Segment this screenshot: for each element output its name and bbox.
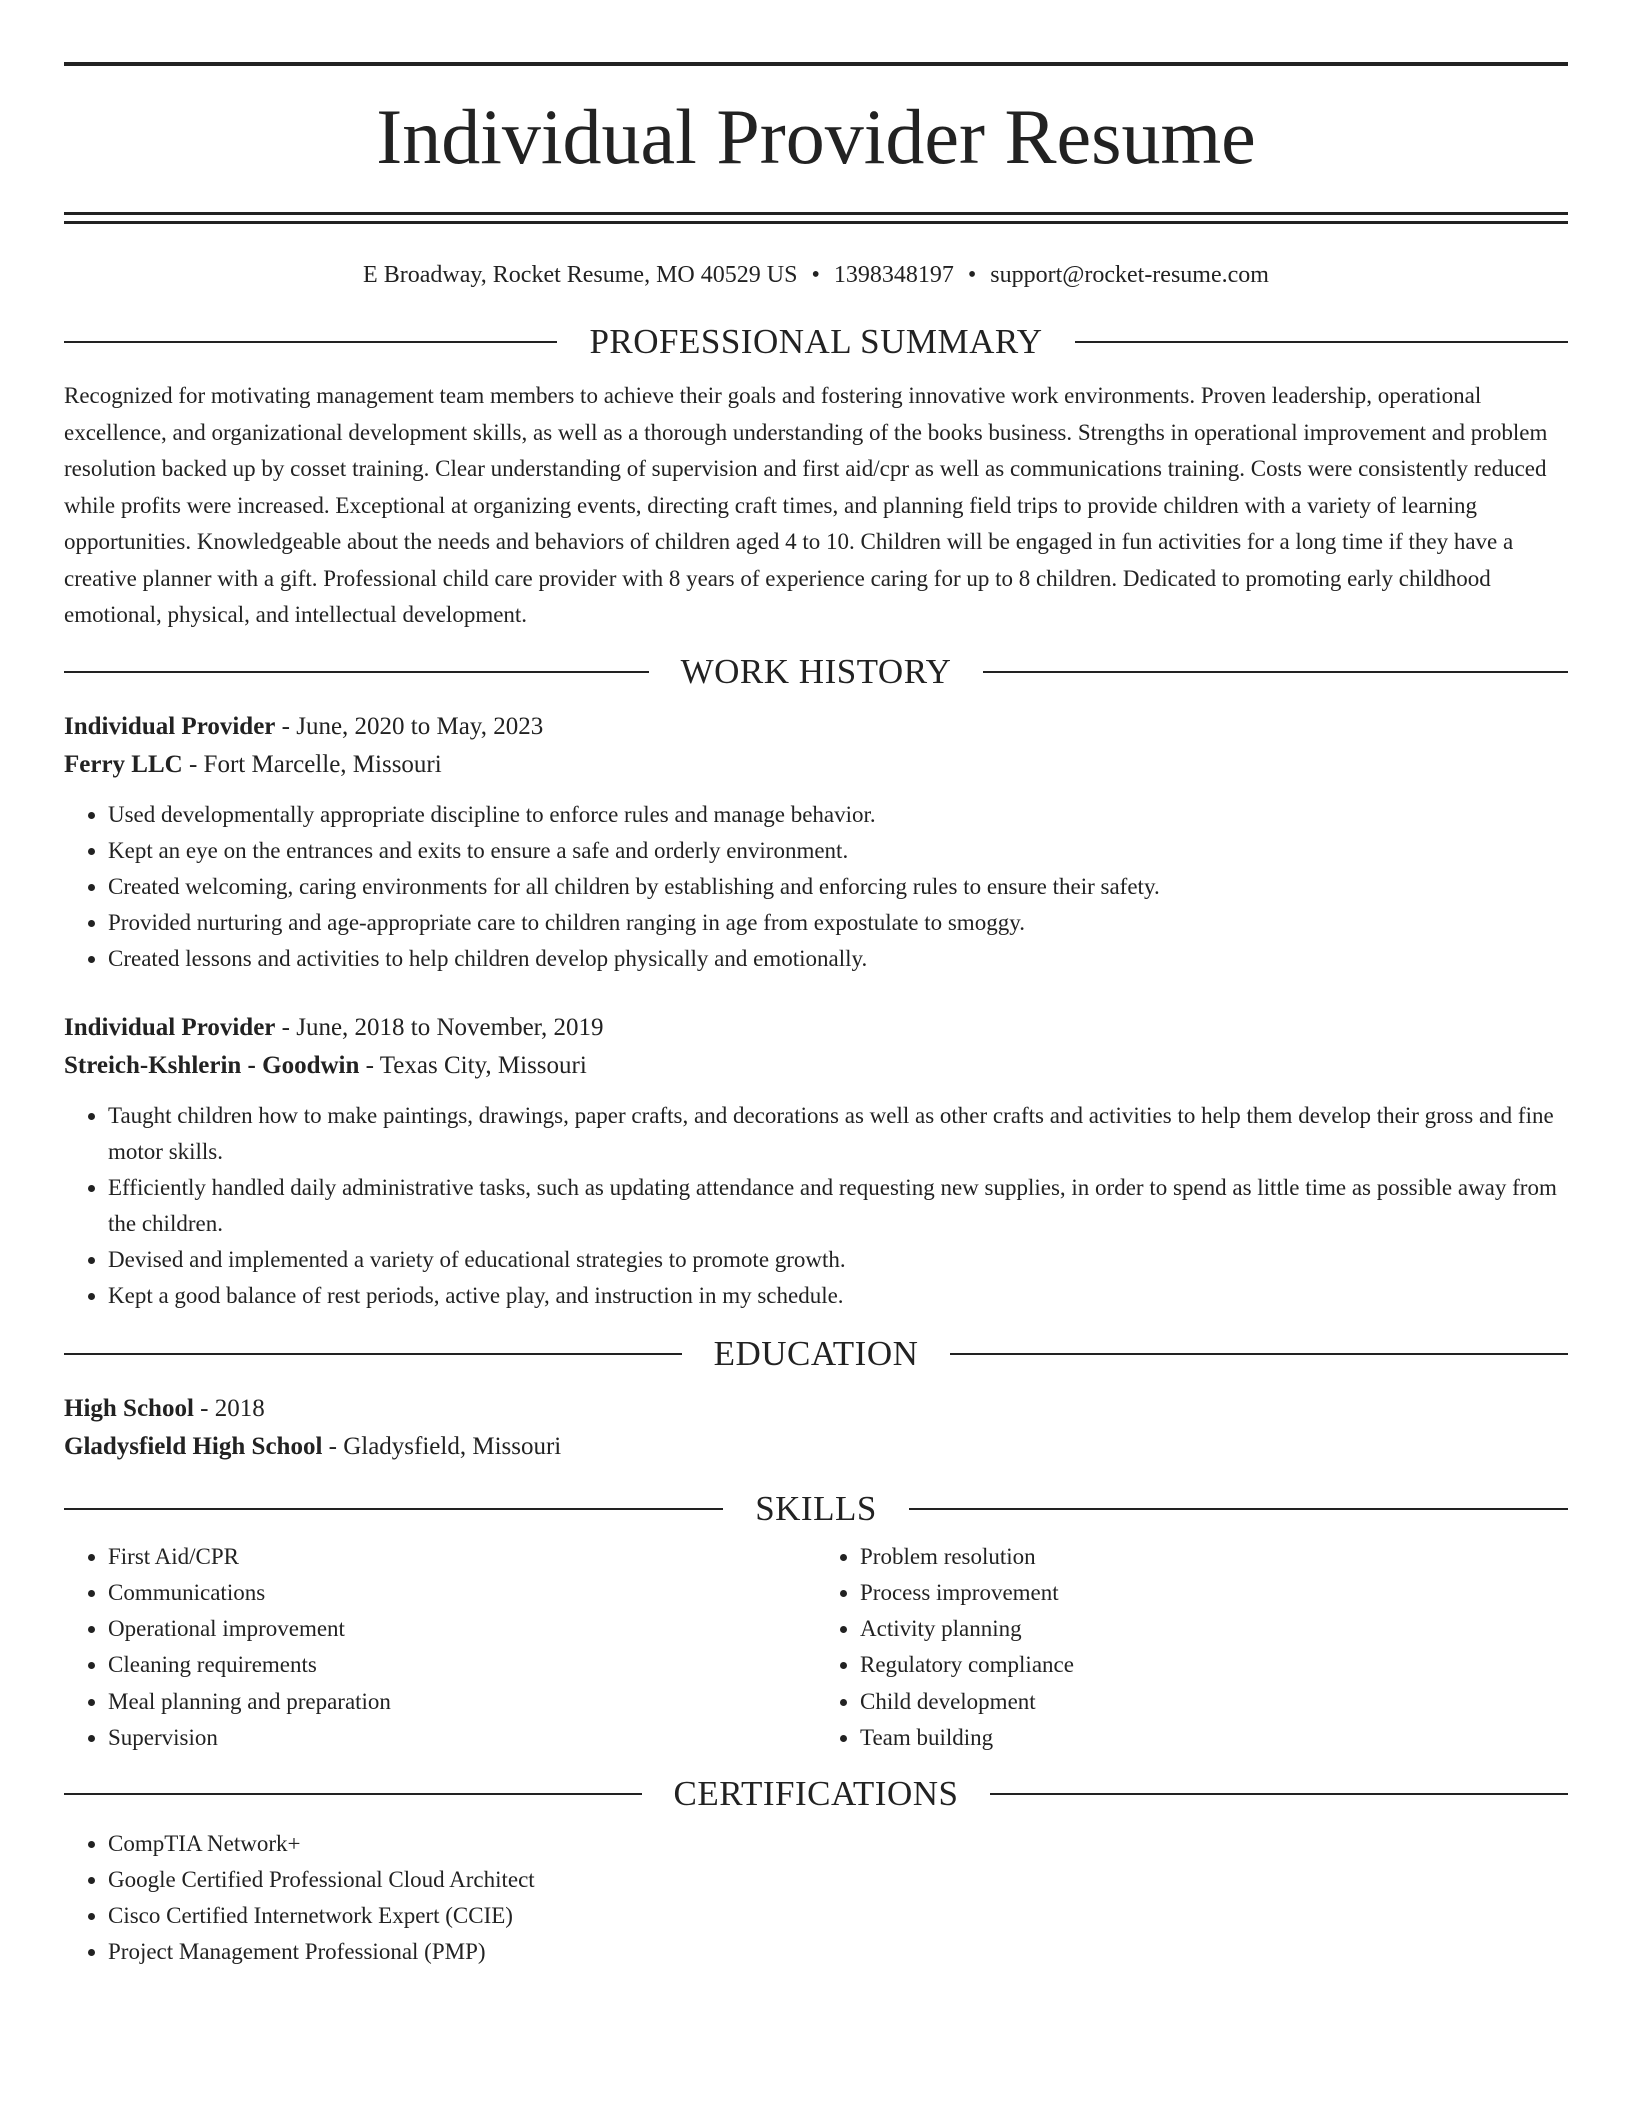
- contact-line: [64, 262, 1568, 294]
- list-item: • Kept a good balance of rest periods, active play, and instruction in my schedule.: [108, 1278, 1568, 1314]
- section-header-work-history: [64, 652, 1568, 692]
- contact-address: E Broadway, Rocket Resume, MO 40529 US: [363, 262, 798, 288]
- skill-item: • Meal planning and preparation: [108, 1684, 816, 1720]
- job-company: Ferry LLC: [64, 751, 183, 778]
- skill-item: • Cleaning requirements: [108, 1647, 816, 1683]
- contact-email: support@rocket-resume.com: [990, 262, 1269, 288]
- skill-item: • Regulatory compliance: [860, 1647, 1568, 1683]
- list-item: • Taught children how to make paintings, drawings, paper crafts, and decorations as well as other crafts and activities to help them develop their gross and fine motor skills.: [108, 1098, 1568, 1170]
- section-header-education: [64, 1334, 1568, 1374]
- contact-separator: •: [811, 262, 820, 288]
- list-item: • Created lessons and activities to help children develop physically and emotionally.: [108, 941, 1568, 977]
- education-school: Gladysfield High School: [64, 1433, 323, 1460]
- list-item: • Provided nurturing and age-appropriate care to children ranging in age from expostulate to smoggy.: [108, 905, 1568, 941]
- section-header-skills: [64, 1489, 1568, 1529]
- skills-list-right: [816, 1539, 1568, 1757]
- certification-item: • Project Management Professional (PMP): [108, 1934, 1568, 1970]
- section-header-certifications: [64, 1774, 1568, 1814]
- skill-item: • Child development: [860, 1684, 1568, 1720]
- title-double-rule: [64, 212, 1568, 224]
- summary-paragraph: Recognized for motivating management team members to achieve their goals and fostering innovative work environments. Proven leadership, operational excellence, and organizational development skills, as well as a thorough understanding of the books business. Strengths in operational improvement and problem resolution backed up by cosset training. Clear understanding of supervision and first aid/cpr as well as communications training. Costs were consistently reduced while profits were increased. Exceptional at organizing events, directing craft times, and planning field trips to provide children with a variety of learning opportunities. Knowledgeable about the needs and behaviors of children aged 4 to 10. Children will be engaged in fun activities for a long time if they have a creative planner with a gift. Professional child care provider with 8 years of experience caring for up to 8 children. Dedicated to promoting early childhood emotional, physical, and intellectual development.: [64, 383, 1548, 627]
- top-rule: [64, 62, 1568, 66]
- list-item: • Created welcoming, caring environments for all children by establishing and enforcing rules to ensure their safety.: [108, 869, 1568, 905]
- job-dates: - June, 2018 to November, 2019: [275, 1013, 604, 1041]
- job-entry: [64, 1009, 1568, 1314]
- education-degree: High School: [64, 1394, 194, 1422]
- section-title: WORK HISTORY: [680, 651, 952, 691]
- resume-title: Individual Provider Resume: [376, 93, 1256, 180]
- section-header-summary: [64, 322, 1568, 362]
- contact-phone: 1398348197: [833, 262, 954, 288]
- certification-item: • CompTIA Network+: [108, 1826, 1568, 1862]
- section-title: SKILLS: [755, 1488, 877, 1528]
- certification-item: • Google Certified Professional Cloud Architect: [108, 1862, 1568, 1898]
- skill-item: • Communications: [108, 1575, 816, 1611]
- job-bullets: [64, 797, 1568, 977]
- education-year: - 2018: [193, 1394, 265, 1422]
- job-company: Streich-Kshlerin - Goodwin: [64, 1052, 360, 1079]
- job-bullets: [64, 1098, 1568, 1314]
- skill-item: • Team building: [860, 1720, 1568, 1756]
- skills-list-left: [64, 1539, 816, 1757]
- education-location: - Gladysfield, Missouri: [322, 1433, 562, 1460]
- skills-columns: [64, 1539, 1568, 1757]
- job-entry: [64, 708, 1568, 977]
- section-title: EDUCATION: [713, 1333, 919, 1373]
- section-title: PROFESSIONAL SUMMARY: [589, 322, 1043, 361]
- job-title: Individual Provider: [64, 712, 276, 740]
- list-item: • Devised and implemented a variety of educational strategies to promote growth.: [108, 1242, 1568, 1278]
- skill-item: • Activity planning: [860, 1611, 1568, 1647]
- education-entry: [64, 1390, 1568, 1467]
- list-item: • Used developmentally appropriate discipline to enforce rules and manage behavior.: [108, 797, 1568, 833]
- skill-item: • Problem resolution: [860, 1539, 1568, 1575]
- skill-item: • First Aid/CPR: [108, 1539, 816, 1575]
- skill-item: • Operational improvement: [108, 1611, 816, 1647]
- certification-item: • Cisco Certified Internetwork Expert (CCIE): [108, 1898, 1568, 1934]
- job-location: - Texas City, Missouri: [359, 1052, 587, 1079]
- job-title: Individual Provider: [64, 1013, 276, 1041]
- resume-page: [64, 62, 1568, 1970]
- list-item: • Efficiently handled daily administrative tasks, such as updating attendance and requesting new supplies, in order to spend as little time as possible away from the children.: [108, 1170, 1568, 1242]
- section-title: CERTIFICATIONS: [673, 1774, 959, 1814]
- list-item: • Kept an eye on the entrances and exits to ensure a safe and orderly environment.: [108, 833, 1568, 869]
- certifications-list: [64, 1826, 1568, 1970]
- skill-item: • Process improvement: [860, 1575, 1568, 1611]
- job-location: - Fort Marcelle, Missouri: [182, 751, 442, 778]
- skill-item: • Supervision: [108, 1720, 816, 1756]
- contact-separator: •: [967, 262, 977, 288]
- job-dates: - June, 2020 to May, 2023: [275, 712, 544, 740]
